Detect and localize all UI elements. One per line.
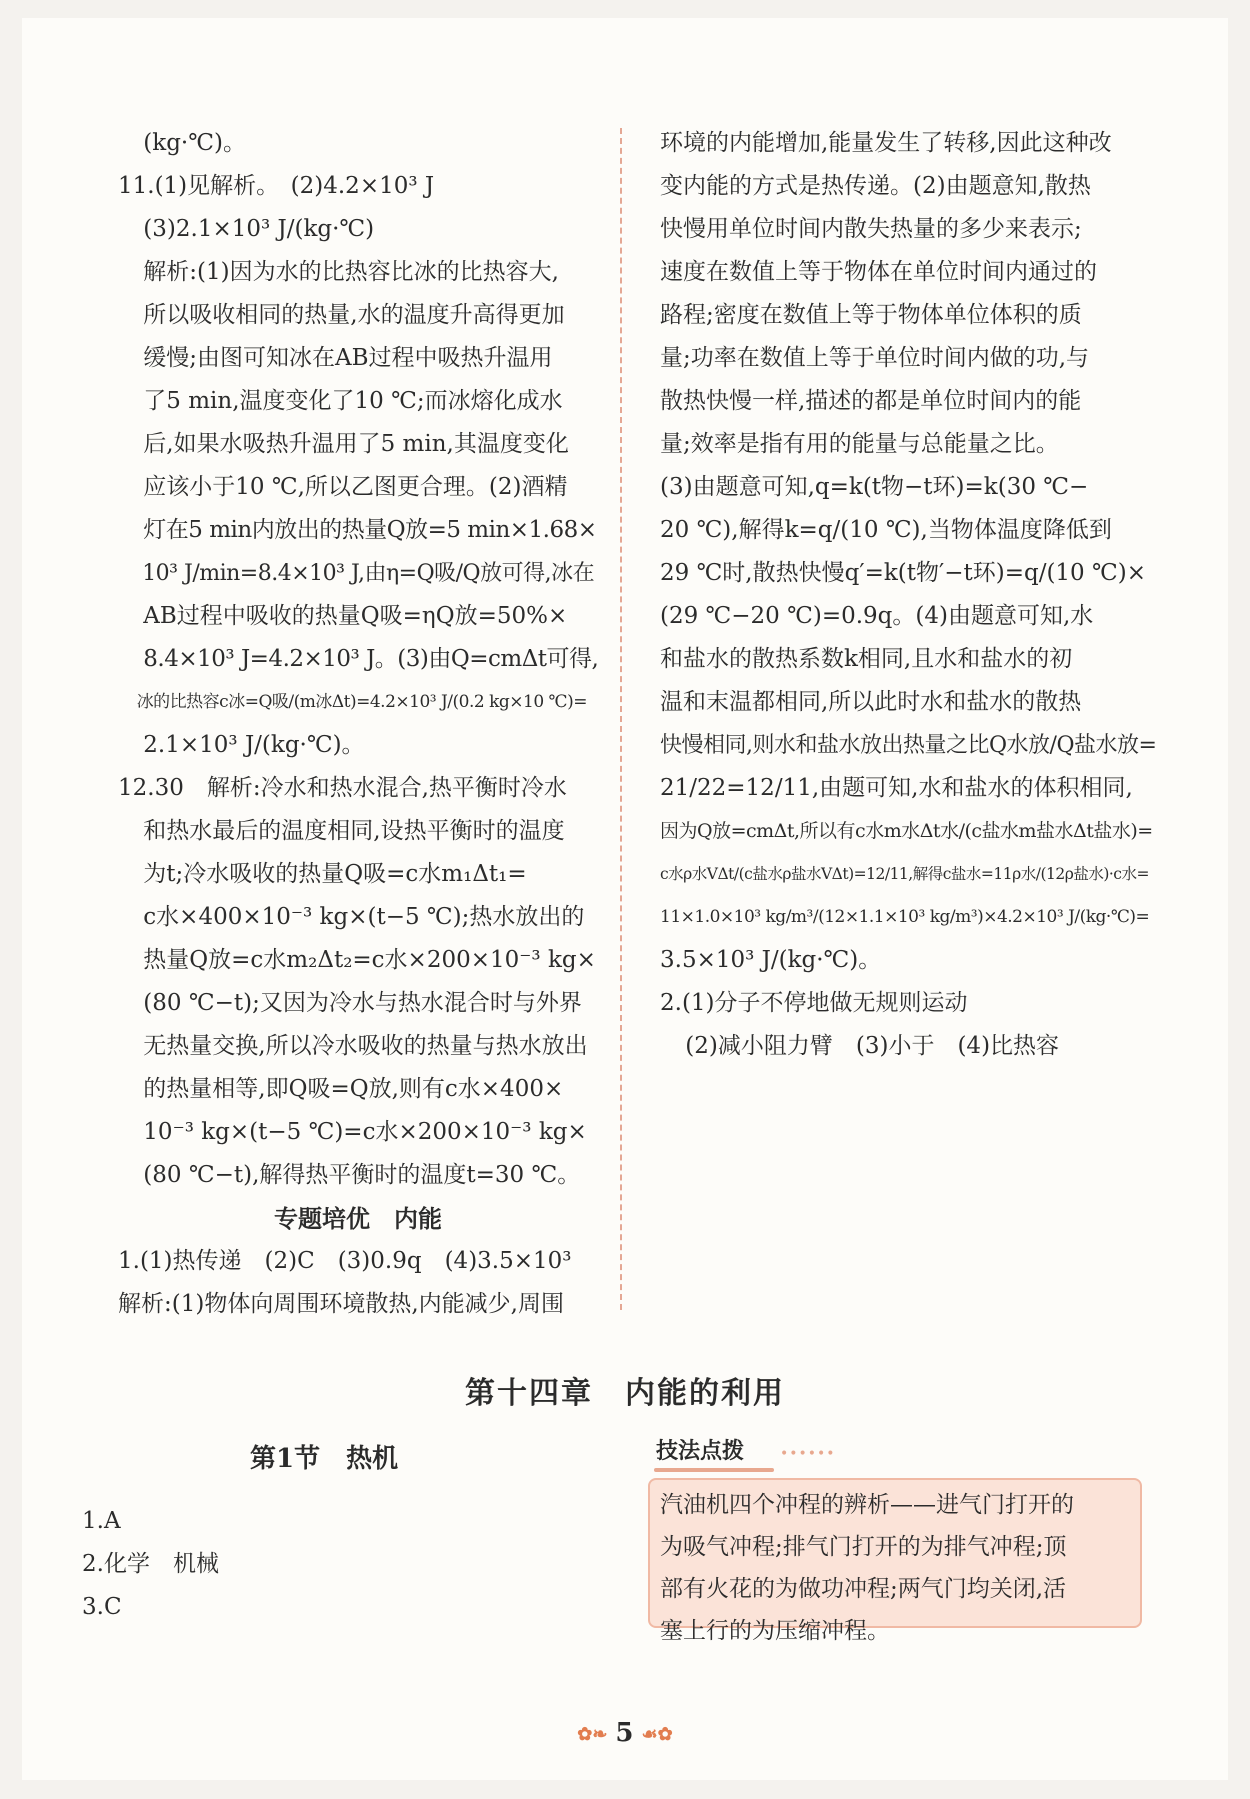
- answer-item: 1.A: [82, 1508, 121, 1534]
- text-line: (3)2.1×10³ J/(kg·℃): [143, 216, 375, 242]
- text-line: (kg·℃)。: [143, 130, 246, 156]
- page-number: 5: [615, 1718, 634, 1748]
- text-line: 后,如果水吸热升温用了5 min,其温度变化: [143, 431, 569, 457]
- text-line: 快慢相同,则水和盐水放出热量之比Q水放/Q盐水放=: [660, 733, 1157, 758]
- text-line: c水×400×10⁻³ kg×(t−5 ℃);热水放出的: [143, 904, 585, 930]
- text-line: 所以吸收相同的热量,水的温度升高得更加: [143, 302, 565, 328]
- special-answer-1: 1.(1)热传递 (2)C (3)0.9q (4)3.5×10³: [118, 1248, 572, 1274]
- text-line: 29 ℃时,散热快慢q′=k(t物′−t环)=q/(10 ℃)×: [660, 560, 1146, 586]
- text-line: (2)减小阻力臂 (3)小于 (4)比热容: [685, 1033, 1060, 1059]
- text-line: 环境的内能增加,能量发生了转移,因此这种改: [660, 130, 1112, 156]
- text-line: 11×1.0×10³ kg/m³/(12×1.1×10³ kg/m³)×4.2×10³ J/(kg·℃)=: [660, 907, 1150, 927]
- text-line: 了5 min,温度变化了10 ℃;而冰熔化成水: [143, 388, 563, 414]
- text-line: 量;功率在数值上等于单位时间内做的功,与: [660, 345, 1090, 371]
- chapter-title: 第十四章 内能的利用: [465, 1376, 785, 1411]
- tip-body: [648, 1478, 1142, 1644]
- text-line: 冰的比热容c冰=Q吸/(m冰Δt)=4.2×10³ J/(0.2 kg×10 ℃)=: [136, 692, 587, 712]
- answer-item: 3.C: [82, 1594, 122, 1620]
- text-line: 因为Q放=cmΔt,所以有c水m水Δt水/(c盐水m盐水Δt盐水)=: [660, 820, 1153, 842]
- tip-header: 技法点拨: [656, 1438, 745, 1464]
- text-line: 21/22=12/11,由题可知,水和盐水的体积相同,: [660, 775, 1133, 801]
- column-divider: [620, 128, 622, 1310]
- page-footer: [0, 1718, 1250, 1748]
- text-line: 散热快慢一样,描述的都是单位时间内的能: [660, 388, 1082, 414]
- text-line: 无热量交换,所以冷水吸收的热量与热水放出: [143, 1033, 588, 1059]
- section-title: 第1节 热机: [250, 1444, 399, 1474]
- text-line: 变内能的方式是热传递。(2)由题意知,散热: [660, 173, 1091, 199]
- text-line: 应该小于10 ℃,所以乙图更合理。(2)酒精: [143, 474, 568, 500]
- ornament-left-icon: ✿❧: [577, 1723, 608, 1745]
- text-line: AB过程中吸收的热量Q吸=ηQ放=50%×: [143, 603, 568, 629]
- text-line: (3)由题意可知,q=k(t物−t环)=k(30 ℃−: [660, 474, 1089, 500]
- text-line: 为t;冷水吸收的热量Q吸=c水m₁Δt₁=: [143, 861, 527, 887]
- tip-line: 塞上行的为压缩冲程。: [660, 1618, 890, 1644]
- decorative-dots-icon: ••••••: [780, 1446, 836, 1462]
- analysis-start: 解析:(1)因为水的比热容比冰的比热容大,: [143, 259, 559, 285]
- text-line: 和热水最后的温度相同,设热平衡时的温度: [143, 818, 565, 844]
- tip-header-underline: [654, 1468, 774, 1472]
- text-line: 量;效率是指有用的能量与总能量之比。: [660, 431, 1059, 457]
- text-line: 20 ℃),解得k=q/(10 ℃),当物体温度降低到: [660, 517, 1112, 543]
- ornament-right-icon: ☙✿: [641, 1723, 673, 1745]
- text-line: 缓慢;由图可知冰在AB过程中吸热升温用: [143, 345, 553, 371]
- text-line: 3.5×10³ J/(kg·℃)。: [660, 947, 882, 973]
- text-line: (80 ℃−t),解得热平衡时的温度t=30 ℃。: [143, 1162, 581, 1188]
- tip-line: 为吸气冲程;排气门打开的为排气冲程;顶: [660, 1534, 1067, 1560]
- section-answers: [82, 1500, 219, 1629]
- text-line: 热量Q放=c水m₂Δt₂=c水×200×10⁻³ kg×: [143, 947, 596, 973]
- answer-item: 2.化学 机械: [82, 1551, 219, 1577]
- text-line: 和盐水的散热系数k相同,且水和盐水的初: [660, 646, 1073, 672]
- answer-11: 11.(1)见解析。 (2)4.2×10³ J: [118, 173, 435, 199]
- text-line: 的热量相等,即Q吸=Q放,则有c水×400×: [143, 1076, 564, 1102]
- right-column: [660, 122, 1160, 1068]
- text-line: c水ρ水VΔt/(c盐水ρ盐水VΔt)=12/11,解得c盐水=11ρ水/(12ρ盐水)·c水=: [660, 865, 1149, 883]
- special-answer-2: 2.(1)分子不停地做无规则运动: [660, 990, 968, 1016]
- special-analysis: 解析:(1)物体向周围环境散热,内能减少,周围: [118, 1291, 564, 1317]
- text-line: 10⁻³ kg×(t−5 ℃)=c水×200×10⁻³ kg×: [143, 1119, 587, 1145]
- tip-line: 汽油机四个冲程的辨析——进气门打开的: [660, 1492, 1074, 1518]
- text-line: 8.4×10³ J=4.2×10³ J。(3)由Q=cmΔt可得,: [143, 646, 599, 672]
- tip-box: [648, 1434, 1148, 1644]
- special-topic-title: 专题培优 内能: [274, 1204, 442, 1233]
- tip-line: 部有火花的为做功冲程;两气门均关闭,活: [660, 1576, 1067, 1602]
- text-line: 速度在数值上等于物体在单位时间内通过的: [660, 259, 1097, 285]
- text-line: 温和末温都相同,所以此时水和盐水的散热: [660, 689, 1082, 715]
- text-line: (29 ℃−20 ℃)=0.9q。(4)由题意可知,水: [660, 603, 1094, 629]
- text-line: 10³ J/min=8.4×10³ J,由η=Q吸/Q放可得,冰在: [142, 561, 595, 586]
- left-column: [118, 122, 598, 1326]
- text-line: 灯在5 min内放出的热量Q放=5 min×1.68×: [143, 517, 597, 543]
- text-line: 2.1×10³ J/(kg·℃)。: [143, 732, 365, 758]
- text-line: 路程;密度在数值上等于物体单位体积的质: [660, 302, 1082, 328]
- text-line: 快慢用单位时间内散失热量的多少来表示;: [660, 216, 1082, 242]
- answer-12: 12.30 解析:冷水和热水混合,热平衡时冷水: [118, 775, 567, 801]
- text-line: (80 ℃−t);又因为冷水与热水混合时与外界: [143, 990, 582, 1016]
